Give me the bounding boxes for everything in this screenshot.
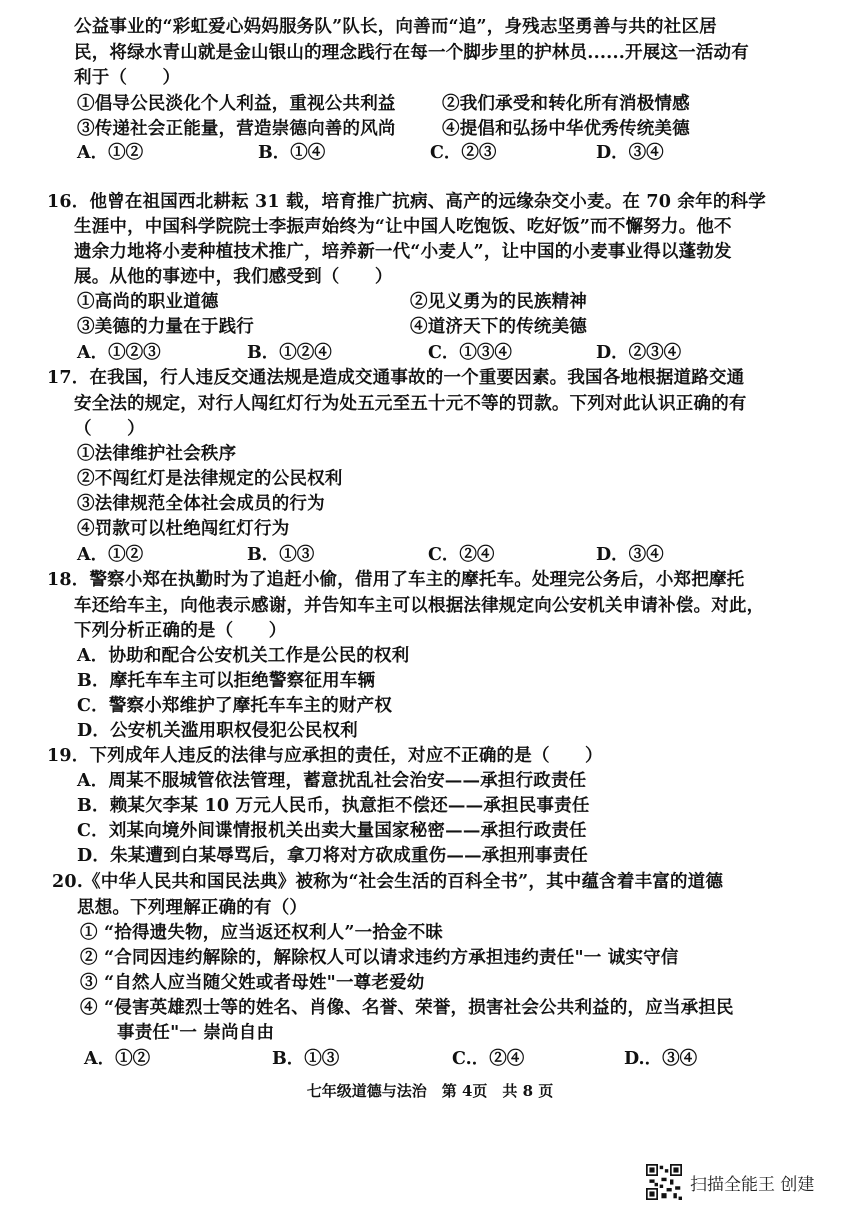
q16-item-1: ①高尚的职业道德 [77, 292, 219, 312]
q20-line-2: 思想。下列理解正确的有（） [77, 898, 308, 918]
q19-option-c: C．刘某向境外间谍情报机关出卖大量国家秘密——承担行政责任 [77, 821, 587, 841]
scanner-watermark-text: 扫描全能王 创建 [690, 1175, 815, 1195]
q17-line-2: 安全法的规定，对行人闯红灯行为处五元至五十元不等的罚款。下列对此认识正确的有 [74, 394, 747, 414]
q18-line-3: 下列分析正确的是（ ） [74, 621, 287, 641]
q17-item-1: ①法律维护社会秩序 [77, 444, 237, 464]
q20-option-a: A．①② [84, 1049, 151, 1069]
q16-option-c: C．①③④ [428, 343, 512, 363]
q20-option-c: C.．②④ [452, 1049, 525, 1069]
q19-option-d: D．朱某遭到白某辱骂后，拿刀将对方砍成重伤——承担刑事责任 [77, 846, 588, 866]
q15-item-1: ①倡导公民淡化个人利益，重视公共利益 [77, 94, 396, 114]
q17-option-b: B．①③ [247, 545, 315, 565]
q20-item-4: ④ “侵害英雄烈士等的姓名、肖像、名誉、荣誉，损害社会公共利益的，应当承担民 [80, 998, 734, 1018]
q17-item-3: ③法律规范全体社会成员的行为 [77, 494, 325, 514]
q17-option-d: D．③④ [596, 545, 664, 565]
q15-item-4: ④提倡和弘扬中华优秀传统美德 [442, 119, 690, 139]
q19-option-b: B．赖某欠李某 10 万元人民币，执意拒不偿还——承担民事责任 [77, 796, 590, 816]
q18-option-a: A．协助和配合公安机关工作是公民的权利 [77, 646, 410, 666]
q15-option-c: C．②③ [430, 143, 497, 163]
q15-item-3: ③传递社会正能量，营造崇德向善的风尚 [77, 119, 396, 139]
q15-option-b: B．①④ [258, 143, 326, 163]
q17-line-3: （ ） [74, 419, 145, 439]
q16-item-3: ③美德的力量在于践行 [77, 317, 254, 337]
q19-option-a: A．周某不服城管依法管理，蓄意扰乱社会治安——承担行政责任 [77, 771, 587, 791]
q17-item-4: ④罚款可以杜绝闯红灯行为 [77, 519, 290, 539]
q16-line-3: 遗余力地将小麦种植技术推广，培养新一代“小麦人”，让中国的小麦事业得以蓬勃发 [74, 242, 732, 262]
q16-option-a: A．①②③ [77, 343, 161, 363]
q15-option-a: A．①② [77, 143, 144, 163]
page-footer: 七年级道德与法治 第 4页 共 8 页 [306, 1082, 554, 1100]
q20-option-b: B．①③ [272, 1049, 340, 1069]
q16-line-4: 展。从他的事迹中，我们感受到（ ） [74, 267, 393, 287]
q17-line-1: 17．在我国，行人违反交通法规是造成交通事故的一个重要因素。我国各地根据道路交通 [47, 368, 745, 388]
q16-item-4: ④道济天下的传统美德 [410, 317, 587, 337]
q16-option-b: B．①②④ [247, 343, 332, 363]
q15-line-1: 公益事业的“彩虹爱心妈妈服务队”队长，向善而“追”，身残志坚勇善与共的社区居 [74, 17, 717, 37]
q20-option-d: D.．③④ [624, 1049, 698, 1069]
q20-item-3: ③ “自然人应当随父姓或者母姓"一尊老爱幼 [80, 973, 425, 993]
q17-option-a: A．①② [77, 545, 144, 565]
q18-line-1: 18．警察小郑在执勤时为了追赶小偷，借用了车主的摩托车。处理完公务后，小郑把摩托 [47, 570, 745, 590]
q17-item-2: ②不闯红灯是法律规定的公民权利 [77, 469, 343, 489]
q20-item-4-cont: 事责任"一 崇尚自由 [117, 1023, 275, 1043]
q18-option-c: C．警察小郑维护了摩托车车主的财产权 [77, 696, 393, 716]
q18-option-b: B．摩托车车主可以拒绝警察征用车辆 [77, 671, 376, 691]
q16-option-d: D．②③④ [596, 343, 682, 363]
q20-item-1: ① “拾得遗失物，应当返还权利人”一拾金不昧 [80, 923, 444, 943]
q15-line-3: 利于（ ） [74, 68, 181, 88]
q17-option-c: C．②④ [428, 545, 495, 565]
q20-line-1: 20.《中华人民共和国民法典》被称为“社会生活的百科全书”，其中蕴含着丰富的道德 [52, 872, 724, 892]
q16-line-1: 16．他曾在祖国西北耕耘 31 载，培育推广抗病、高产的远缘杂交小麦。在 70 余年的科学 [47, 192, 766, 212]
q15-option-d: D．③④ [596, 143, 664, 163]
q16-line-2: 生涯中，中国科学院院士李振声始终为“让中国人吃饱饭、吃好饭”而不懈努力。他不 [74, 217, 732, 237]
scanner-watermark [646, 1164, 836, 1204]
q18-option-d: D．公安机关滥用职权侵犯公民权利 [77, 721, 358, 741]
q19-line-1: 19．下列成年人违反的法律与应承担的责任，对应不正确的是（ ） [47, 746, 603, 766]
q15-item-2: ②我们承受和转化所有消极情感 [442, 94, 690, 114]
q16-item-2: ②见义勇为的民族精神 [410, 292, 587, 312]
q20-item-2: ② “合同因违约解除的，解除权人可以请求违约方承担违约责任"一 诚实守信 [80, 948, 679, 968]
q18-line-2: 车还给车主，向他表示感谢，并告知车主可以根据法律规定向公安机关申请补偿。对此， [74, 596, 765, 616]
q15-line-2: 民，将绿水青山就是金山银山的理念践行在每一个脚步里的护林员......开展这一活动有 [74, 43, 749, 63]
qr-code-icon [646, 1164, 682, 1200]
